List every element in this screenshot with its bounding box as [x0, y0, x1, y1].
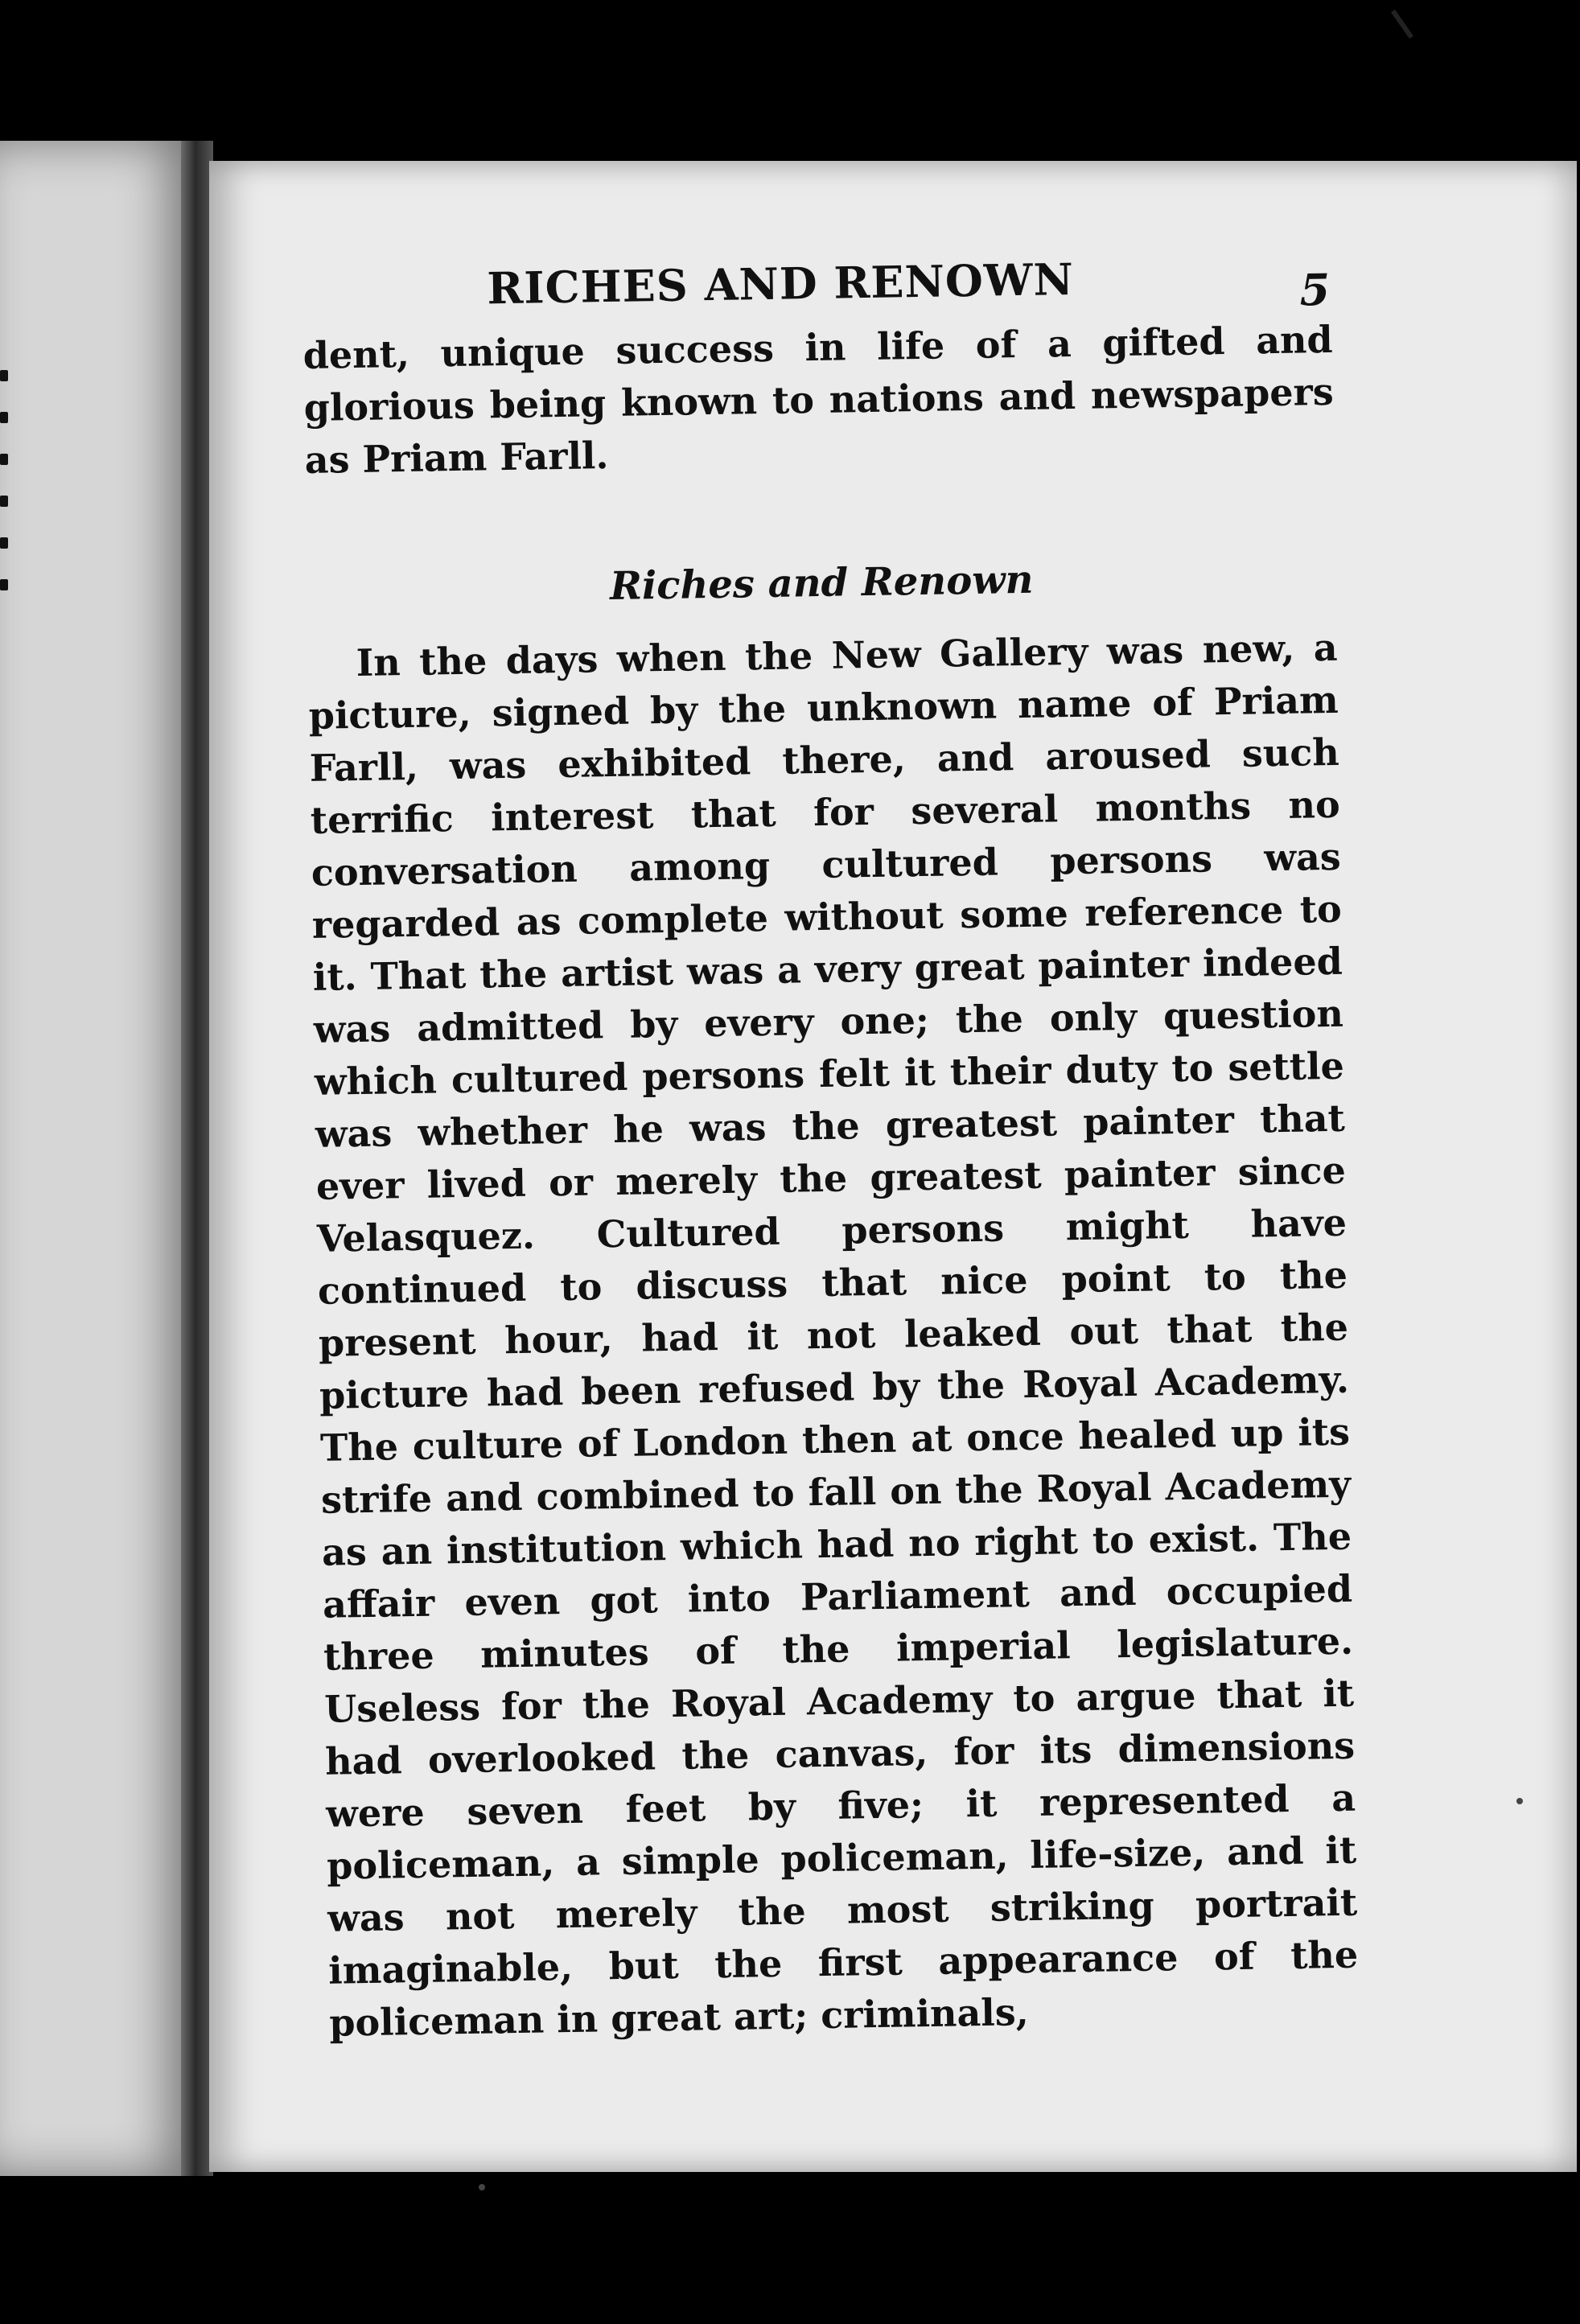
section-paragraph: In the days when the New Gallery was new, a picture, signed by the unknown name of Priam Farll, was exhibited there, and aroused such terrific interest that for several months no conversation among cultured persons was regarded as complete without some reference to it. That the artist was a very great painter indeed was admitted by every one; the only question which cultured persons felt it their duty to settle was whether he was the greatest painter that ever lived or merely the greatest painter since Velasquez. Cultured persons might have continued to discuss that nice point to the present hour, had it not leaked out that the picture had been refused by the Royal Academy. The culture of London then at once healed up its strife and combined to fall on the Royal Academy as an institution which had no right to exist. The affair even got into Parliament and occupied three minutes of the imperial legislature. Useless for the Royal Academy to argue that it had overlooked the canvas, for its dimensions were seven feet by five; it represented a policeman, a simple policeman, life-size, and it was not merely the most striking portrait imaginable, but the first appearance of the policeman in great art; criminals, [308, 625, 1359, 2045]
speck-mark [479, 2184, 485, 2190]
running-head-title: RICHES AND RENOWN [486, 253, 1075, 315]
body-text [302, 314, 1359, 2050]
page-content [302, 249, 1360, 2050]
section-heading: Riches and Renown [609, 557, 1034, 610]
continued-paragraph: dent, unique success in life of a gifted and glorious being known to nations and newspapers as Priam Farll. [302, 317, 1335, 482]
page-number: 5 [1299, 263, 1331, 316]
book-page [209, 161, 1577, 2172]
book-gutter [181, 141, 213, 2176]
corner-scratch-mark [1391, 10, 1413, 39]
facing-page-text-fragments [0, 370, 13, 660]
speck-mark [1516, 1798, 1523, 1804]
facing-page-edge [0, 141, 193, 2176]
